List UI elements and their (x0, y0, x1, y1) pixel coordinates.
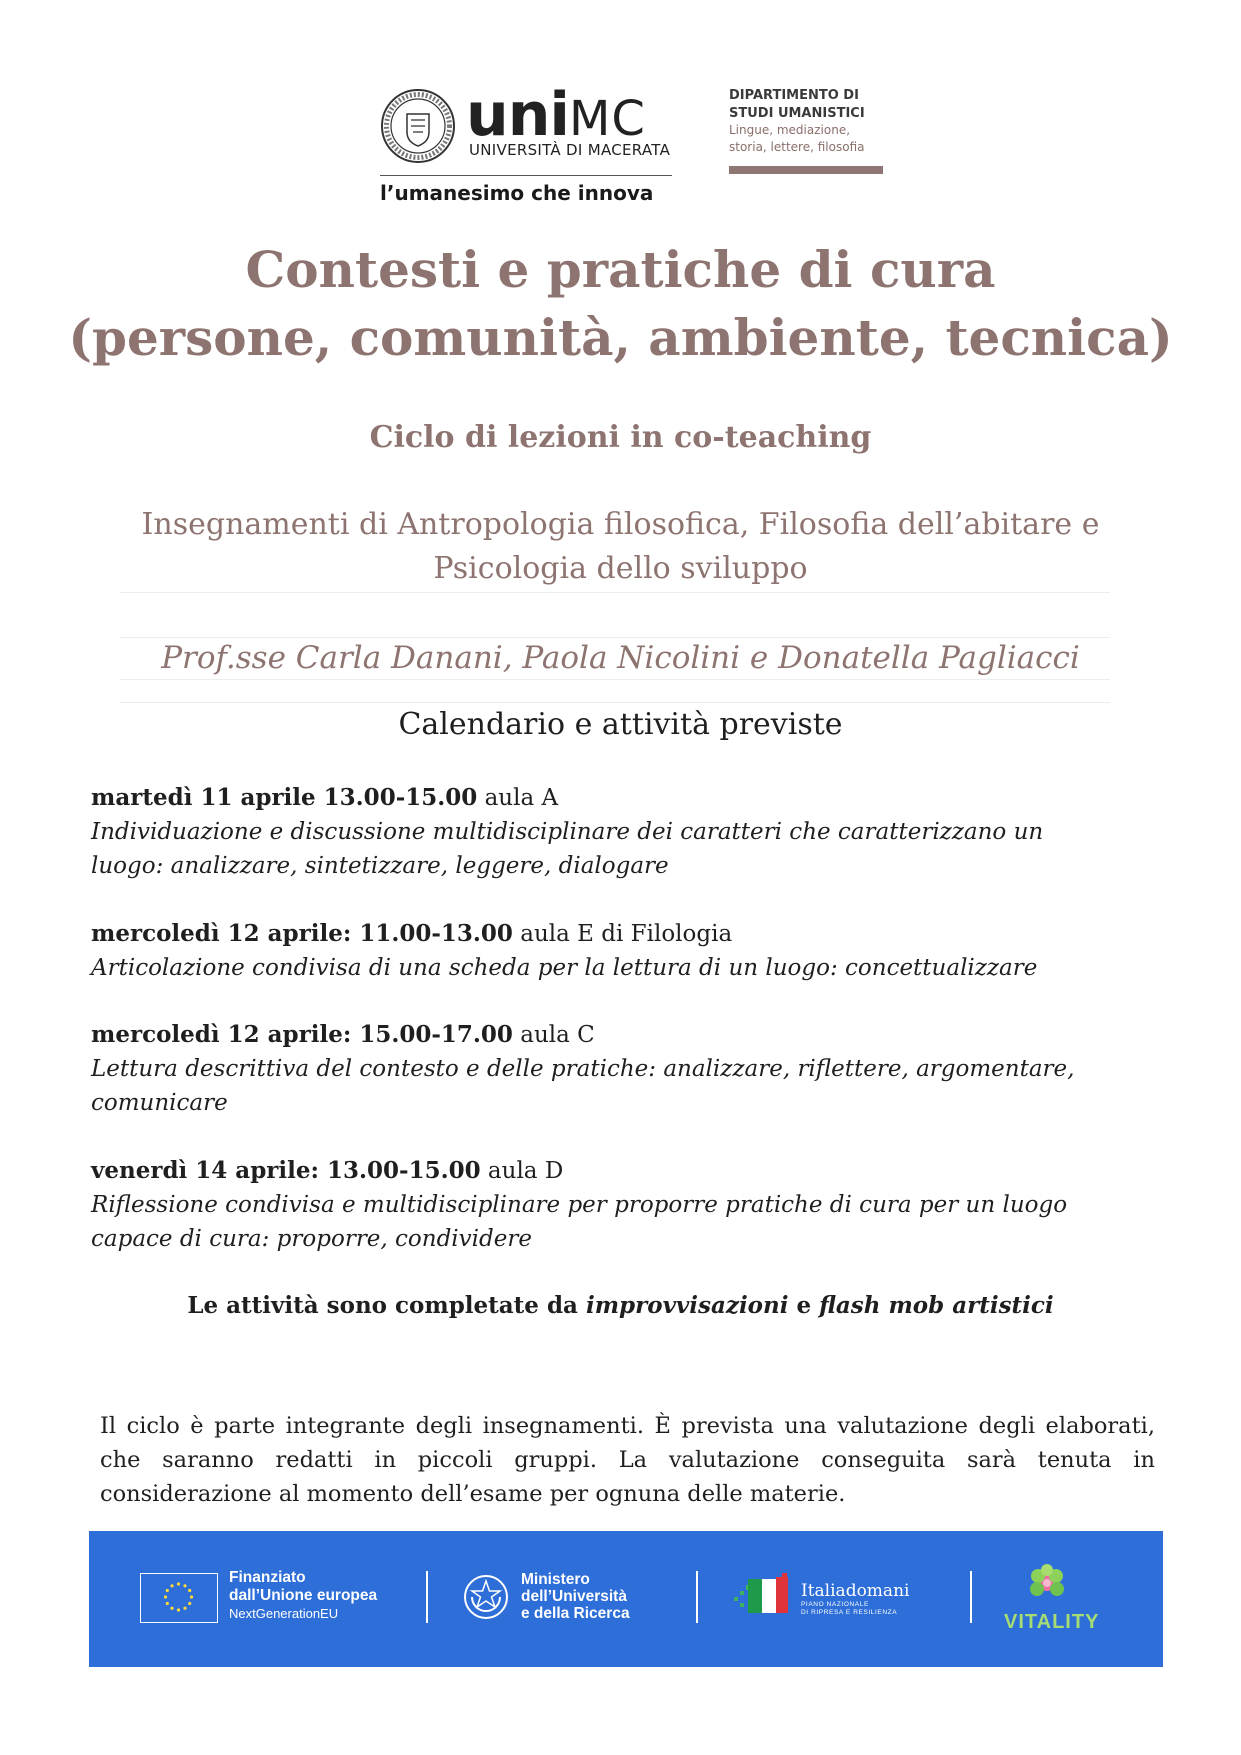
event-item (91, 781, 1151, 883)
divider (120, 592, 1110, 593)
divider (120, 637, 1110, 638)
funding-footer (89, 1531, 1163, 1667)
divider (120, 679, 1110, 680)
university-seal-logo (380, 88, 456, 164)
eu-flag-icon (140, 1573, 218, 1623)
event-room: aula C (512, 1022, 595, 1048)
unimc-wordmark: uniMC (466, 80, 646, 150)
page-title-line1: Contesti e pratiche di cura (245, 240, 996, 299)
vitality-text: VITALITY (1004, 1611, 1100, 1633)
page-subtitle: Ciclo di lezioni in co-teaching (369, 420, 872, 455)
event-description: Articolazione condivisa di una scheda per la lettura di un luogo: concettualizzare (91, 955, 1038, 981)
university-name: UNIVERSITÀ DI MACERATA (469, 141, 671, 159)
university-motto: l’umanesimo che innova (380, 181, 654, 205)
divider (120, 702, 1110, 703)
event-item (91, 917, 1151, 985)
event-date-time: martedì 11 aprile 13.00-15.00 (91, 784, 478, 811)
closing-statement: Le attività sono completate da improvvisazioni e flash mob artistici (187, 1292, 1054, 1319)
event-room: aula A (477, 785, 559, 811)
separator (426, 1571, 428, 1623)
calendar-title: Calendario e attività previste (398, 707, 843, 742)
republic-emblem-icon (462, 1573, 510, 1625)
event-item (91, 1018, 1151, 1120)
department-subtitle: Lingue, mediazione, storia, lettere, filosofia (729, 123, 865, 154)
event-description: luogo: analizzare, sintetizzare, leggere, dialogare (91, 853, 669, 879)
event-room: aula E di Filologia (512, 921, 733, 947)
logo-divider (380, 175, 672, 176)
event-item (91, 1154, 1151, 1256)
teachings-line1: Insegnamenti di Antropologia filosofica, Filosofia dell’abitare e (141, 507, 1100, 542)
event-description: comunicare (91, 1090, 228, 1116)
event-description: Individuazione e discussione multidisciplinare dei caratteri che caratterizzano un (91, 819, 1044, 845)
course-note: Il ciclo è parte integrante degli insegnamenti. È prevista una valutazione degli elaborati, che saranno redatti in piccoli gruppi. La valutazione conseguita sarà tenuta in considerazione al momento dell’esame per ognuna delle materie. (100, 1413, 1155, 1507)
separator (970, 1571, 972, 1623)
professors: Prof.sse Carla Danani, Paola Nicolini e Donatella Pagliacci (161, 640, 1080, 676)
italiadomani-logo-icon (732, 1571, 792, 1625)
eu-funding-text: Finanziato dall’Unione europea NextGenerationEU (229, 1569, 378, 1621)
teachings-line2: Psicologia dello sviluppo (433, 551, 808, 586)
event-date-time: mercoledì 12 aprile: 15.00-17.00 (91, 1021, 513, 1048)
page-title-line2: (persone, comunità, ambiente, tecnica) (68, 308, 1173, 367)
event-description: capace di cura: proporre, condividere (91, 1226, 532, 1252)
department-bar (729, 166, 883, 174)
event-date-time: mercoledì 12 aprile: 11.00-13.00 (91, 920, 513, 947)
vitality-flower-icon (1011, 1561, 1083, 1611)
department-title: DIPARTIMENTO DI STUDI UMANISTICI (729, 88, 865, 121)
event-date-time: venerdì 14 aprile: 13.00-15.00 (91, 1157, 481, 1184)
ministry-text: Ministero dell’Università e della Ricerca (521, 1571, 630, 1622)
event-description: Lettura descrittiva del contesto e delle pratiche: analizzare, riflettere, argomentare, (91, 1056, 1075, 1082)
separator (696, 1571, 698, 1623)
italiadomani-text: Italiadomani PIANO NAZIONALE DI RIPRESA E RESILIENZA (801, 1581, 910, 1616)
event-description: Riflessione condivisa e multidisciplinare per proporre pratiche di cura per un luogo (91, 1192, 1068, 1218)
event-room: aula D (480, 1158, 564, 1184)
